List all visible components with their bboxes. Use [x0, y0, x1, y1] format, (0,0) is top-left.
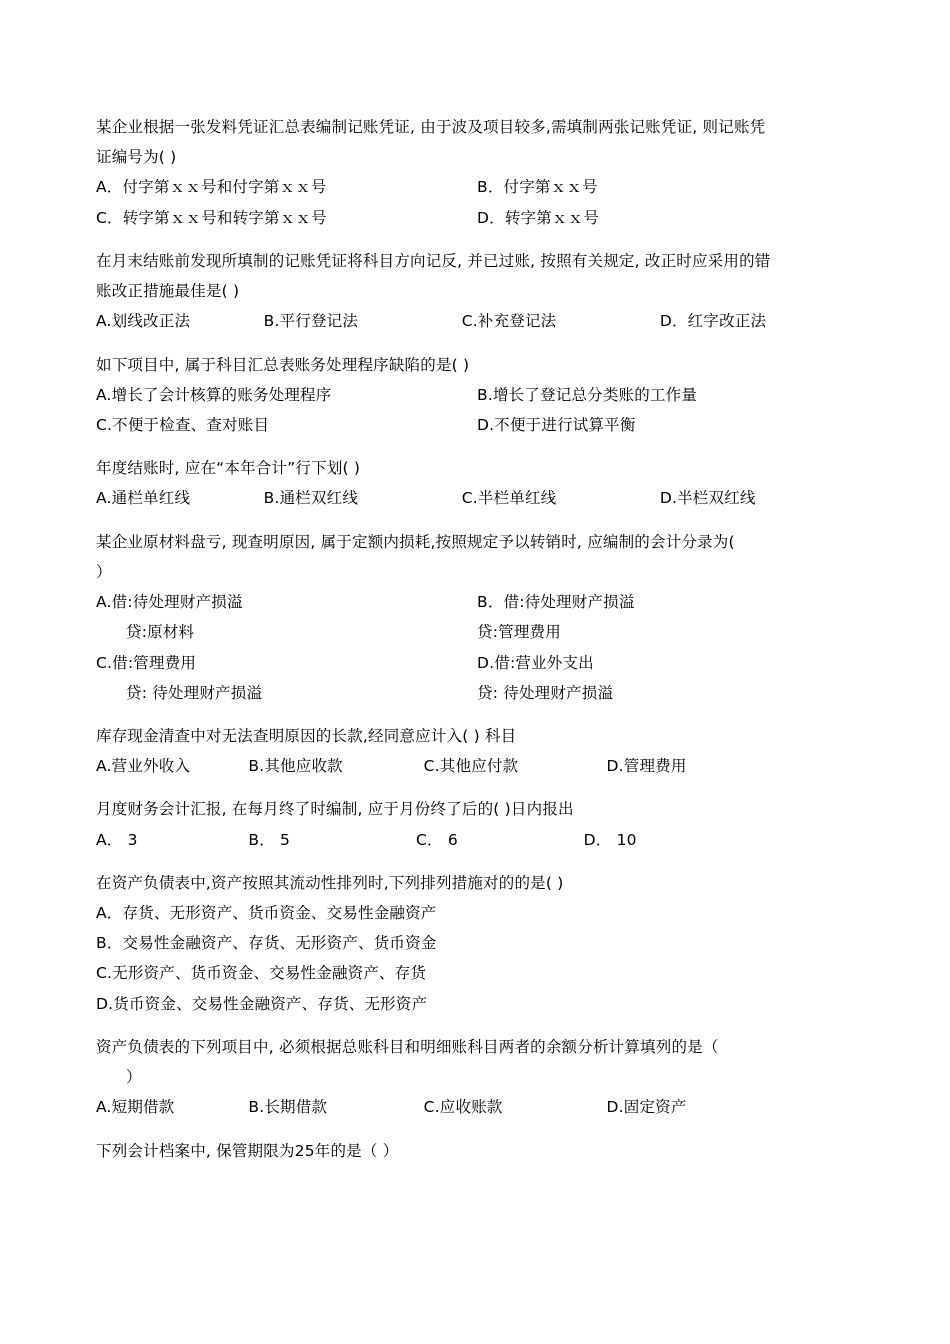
- option-b[interactable]: B．付字第ｘｘ号: [477, 178, 598, 197]
- option-a[interactable]: A.增长了会计核算的账务处理程序: [96, 385, 332, 404]
- question-options: [96, 172, 858, 232]
- option-a[interactable]: A.通栏单红线: [96, 489, 191, 508]
- option-c-credit: 贷: 待处理财产损溢: [126, 683, 263, 702]
- option-d[interactable]: D.管理费用: [606, 757, 687, 776]
- option-d[interactable]: D．转字第ｘｘ号: [477, 208, 600, 227]
- question-options: [96, 306, 858, 336]
- option-d[interactable]: D.借:营业外支出: [477, 653, 594, 672]
- question-stem-line2: 证编号为( ): [96, 148, 177, 167]
- question-stem: [96, 794, 858, 824]
- option-b[interactable]: B．借:待处理财产损溢: [477, 593, 635, 612]
- question-28: [96, 868, 858, 1019]
- question-stem: [96, 527, 858, 587]
- question-stem-line1: 某企业根据一张发料凭证汇总表编制记账凭证, 由于波及项目较多,需填制两张记账凭证, 则记账凭: [96, 118, 766, 136]
- question-23: [96, 350, 858, 441]
- option-d[interactable]: D.不便于进行试算平衡: [477, 415, 636, 434]
- question-26: [96, 721, 858, 781]
- question-stem: [96, 1136, 858, 1166]
- option-c[interactable]: C.不便于检查、查对账目: [96, 415, 270, 434]
- option-b[interactable]: B.长期借款: [248, 1098, 328, 1117]
- option-a[interactable]: A．付字第ｘｘ号和付字第ｘｘ号: [96, 178, 327, 197]
- option-c[interactable]: C.借:管理费用: [96, 653, 197, 672]
- question-stem-line1: 月度财务会计汇报, 在每月终了时编制, 应于月份终了后的( )日内报出: [96, 800, 574, 819]
- question-stem-line1: 在资产负债表中,资产按照其流动性排列时,下列排列措施对的的是( ): [96, 873, 564, 892]
- question-stem: [96, 453, 858, 483]
- question-options: [96, 825, 858, 855]
- option-b[interactable]: B.增长了登记总分类账的工作量: [477, 385, 698, 404]
- option-d[interactable]: D．红字改正法: [659, 312, 767, 331]
- option-d[interactable]: D.半栏双红线: [659, 489, 756, 508]
- option-c[interactable]: C.无形资产、货币资金、交易性金融资产、存货: [96, 964, 427, 983]
- question-options: [96, 587, 858, 708]
- question-22: [96, 246, 858, 337]
- option-a-credit: 贷:原材料: [126, 623, 195, 642]
- option-row: [96, 172, 858, 202]
- question-options: [96, 1092, 858, 1122]
- question-30: [96, 1136, 858, 1166]
- option-row: [96, 587, 858, 617]
- option-b[interactable]: B．交易性金融资产、存货、无形资产、货币资金: [96, 934, 437, 953]
- option-b[interactable]: B.平行登记法: [263, 312, 359, 331]
- option-d-credit: 贷: 待处理财产损溢: [477, 683, 614, 702]
- option-c[interactable]: C． 6: [416, 830, 458, 849]
- option-c[interactable]: C.半栏单红线: [461, 489, 557, 508]
- option-d[interactable]: D.货币资金、交易性金融资产、存货、无形资产: [96, 994, 428, 1013]
- option-b[interactable]: B． 5: [248, 830, 291, 849]
- question-stem: [96, 112, 858, 172]
- option-d[interactable]: D.固定资产: [606, 1098, 687, 1117]
- question-stem-line1: 如下项目中, 属于科目汇总表账务处理程序缺陷的是( ): [96, 355, 470, 374]
- question-stem-line1: 下列会计档案中, 保管期限为25年的是（ ）: [96, 1141, 399, 1160]
- question-stem-line1: 库存现金清查中对无法查明原因的长款,经同意应计入( ) 科目: [96, 726, 517, 745]
- option-c[interactable]: C.应收账款: [423, 1098, 503, 1117]
- question-stem: [96, 868, 858, 898]
- option-row: [96, 306, 858, 336]
- question-options: [96, 898, 858, 1019]
- option-c[interactable]: C.其他应付款: [423, 757, 519, 776]
- option-b-credit: 贷:管理费用: [477, 623, 561, 642]
- option-row-credit: [96, 617, 858, 647]
- question-29: [96, 1032, 858, 1123]
- question-stem-line1: 年度结账时, 应在“本年合计”行下划( ): [96, 459, 361, 478]
- option-row: [96, 410, 858, 440]
- question-stem: [96, 1032, 858, 1092]
- option-d[interactable]: D． 10: [583, 830, 637, 849]
- question-27: [96, 794, 858, 854]
- option-row: [96, 751, 858, 781]
- option-a[interactable]: A.借:待处理财产损溢: [96, 593, 243, 612]
- question-options: [96, 483, 858, 513]
- question-stem: [96, 246, 858, 306]
- option-a[interactable]: A.短期借款: [96, 1098, 175, 1117]
- option-c[interactable]: C．转字第ｘｘ号和转字第ｘｘ号: [96, 208, 327, 227]
- option-row: [96, 825, 858, 855]
- option-row: [96, 483, 858, 513]
- question-stem-line1: 资产负债表的下列项目中, 必须根据总账科目和明细账科目两者的余额分析计算填列的是（: [96, 1037, 719, 1056]
- question-options: [96, 380, 858, 440]
- option-b[interactable]: B.其他应收款: [248, 757, 343, 776]
- question-24: [96, 453, 858, 513]
- option-a[interactable]: A.划线改正法: [96, 312, 191, 331]
- option-b[interactable]: B.通栏双红线: [263, 489, 359, 508]
- question-21: [96, 112, 858, 233]
- option-a[interactable]: A． 3: [96, 830, 138, 849]
- option-a[interactable]: A．存货、无形资产、货币资金、交易性金融资产: [96, 904, 437, 923]
- option-c[interactable]: C.补充登记法: [461, 312, 557, 331]
- option-row: [96, 1092, 858, 1122]
- question-stem-line2: ）: [126, 1068, 142, 1087]
- option-row: [96, 203, 858, 233]
- option-row: [96, 380, 858, 410]
- question-stem-line1: 某企业原材料盘亏, 现查明原因, 属于定额内损耗,按照规定予以转销时, 应编制的会计分录为(: [96, 532, 735, 551]
- question-stem-line1: 在月末结账前发现所填制的记账凭证将科目方向记反, 并已过账, 按照有关规定, 改正时应采用的错: [96, 251, 771, 270]
- question-options: [96, 751, 858, 781]
- question-25: [96, 527, 858, 708]
- question-stem-line2: 账改正措施最佳是( ): [96, 282, 240, 301]
- question-stem: [96, 721, 858, 751]
- question-stem: [96, 350, 858, 380]
- question-stem-line2: ）: [96, 562, 112, 581]
- option-a[interactable]: A.营业外收入: [96, 757, 191, 776]
- option-row-credit: [96, 678, 858, 708]
- option-row: [96, 648, 858, 678]
